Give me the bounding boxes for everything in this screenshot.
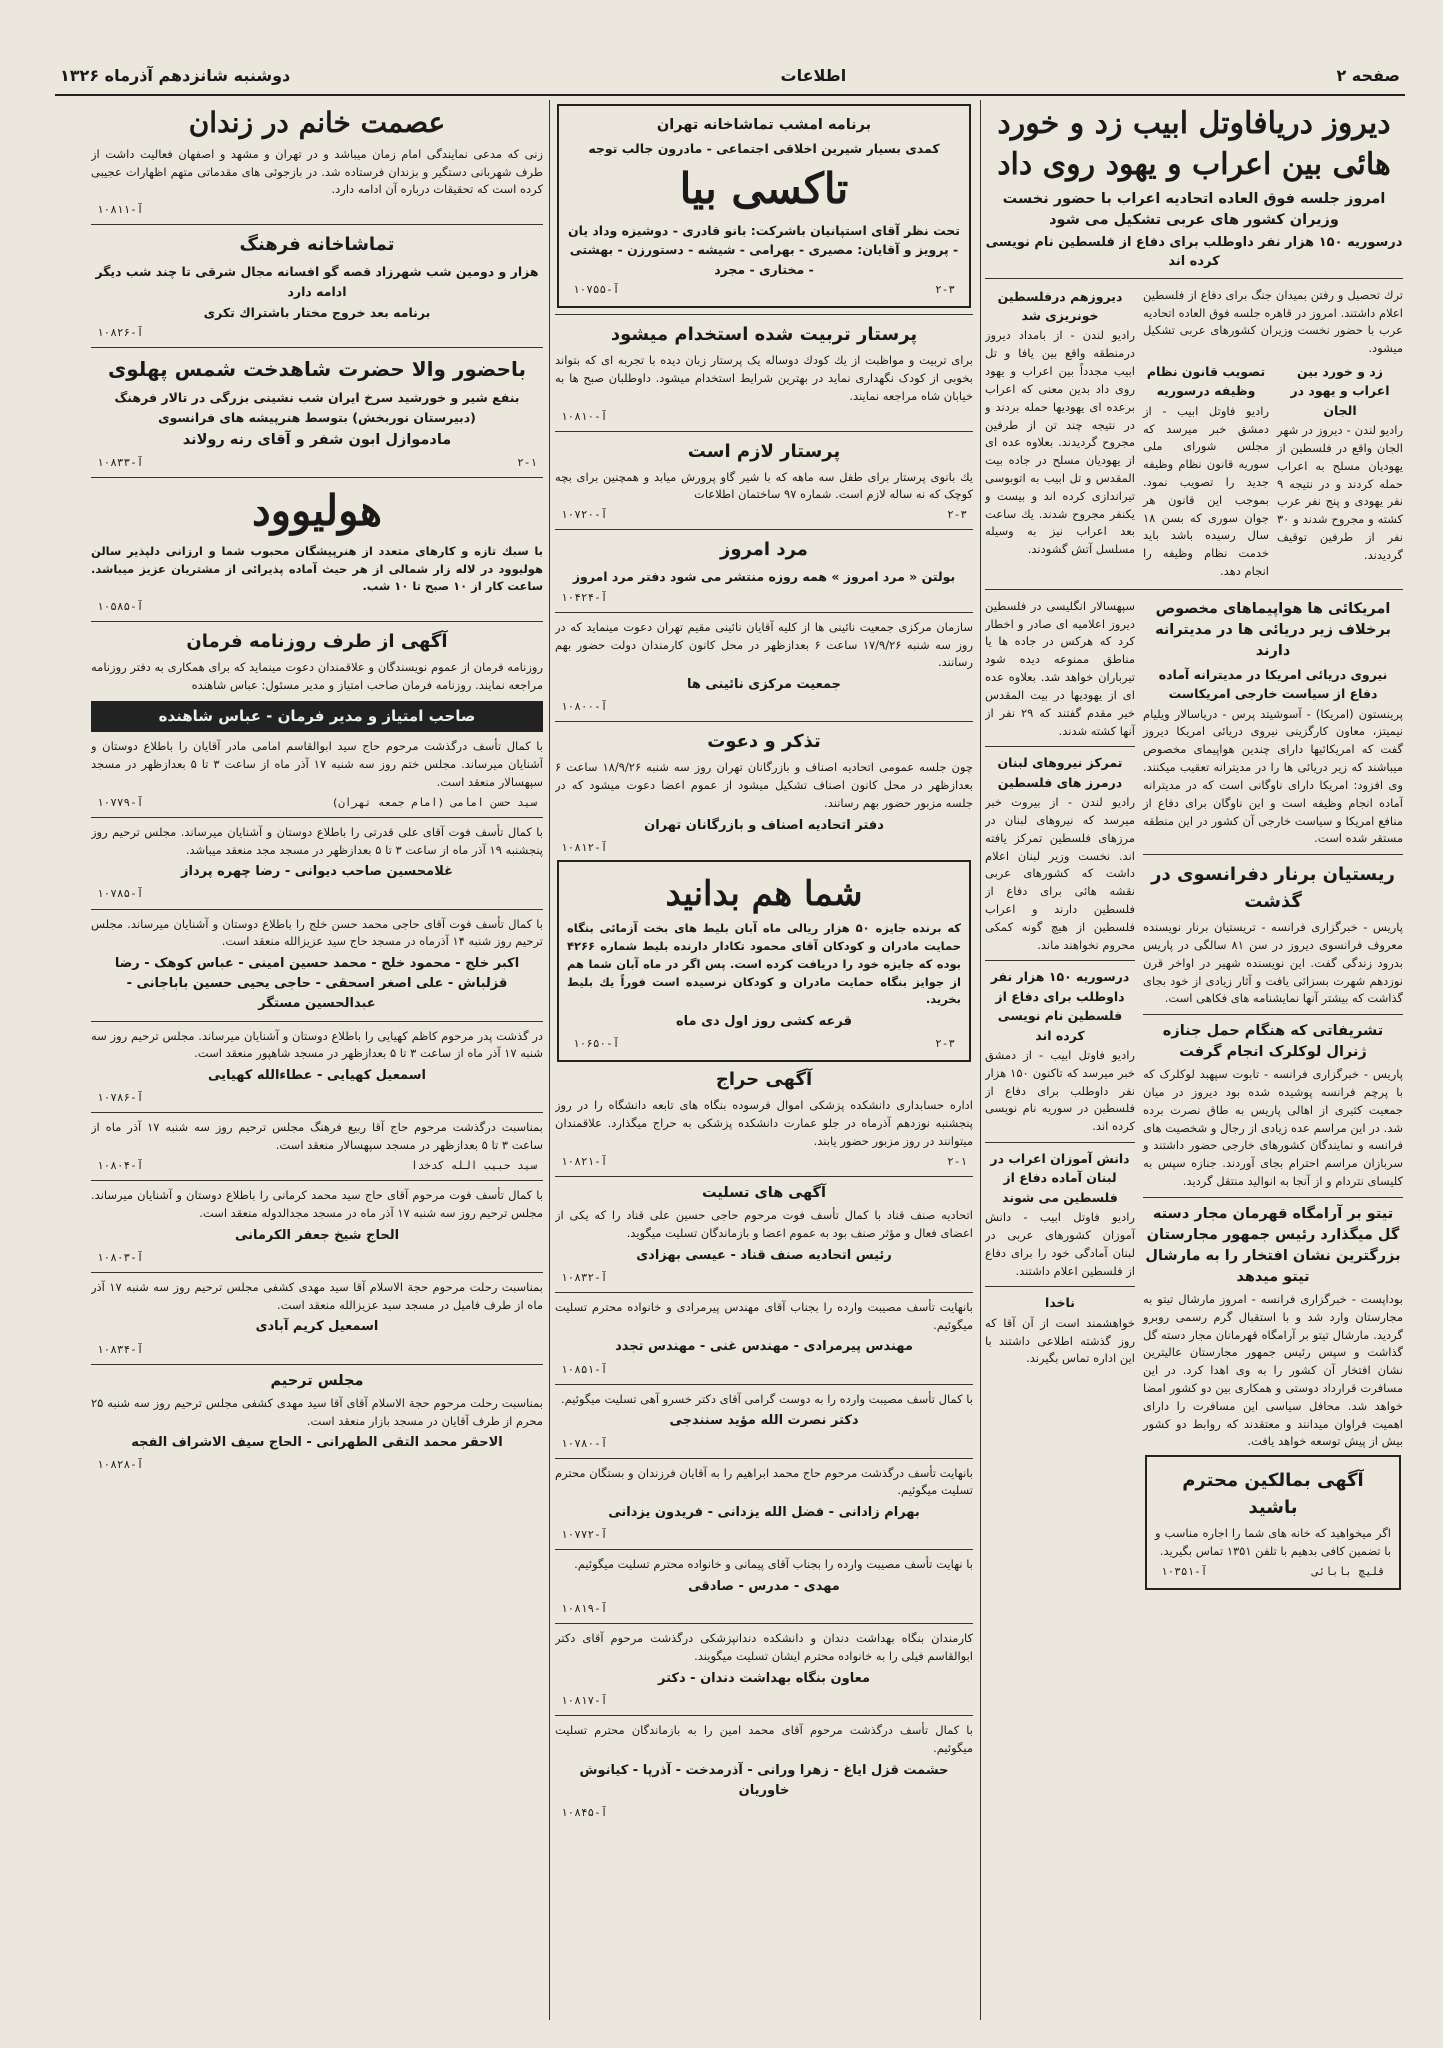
subhead-students: دانش آموزان اعراب در لبنان آماده دفاع از فلسطین می شوند [990, 1150, 1130, 1205]
headline-shams-pahlavi: باحضور والا حضرت شاهدخت شمس پهلوی [107, 357, 527, 382]
ad-code: آ-۱۰۷۷۲ [561, 1528, 608, 1542]
shams-performers: مادموازل ابون شفر و آقای رنه رولاند [182, 432, 452, 449]
divider [91, 621, 543, 622]
news-column-left [91, 100, 543, 2020]
shams-event-text: بنفع شیر و خورشید سرخ ایران شب نشینی بزرگی در تالار فرهنگ (دبیرستان نوربخش) بتوسط هنرپیشه های فرانسوی [114, 390, 520, 425]
hollywood-title: هولیوود [252, 486, 382, 536]
landlord-notice-title: آگهی بمالکین محترم باشید [1182, 1470, 1364, 1519]
condolence-signature: معاون بنگاه بهداشت دندان - دکتر [658, 1670, 870, 1686]
ad-code: آ-۱۰۷۷۹ [97, 795, 144, 809]
ad-code: آ-۱۰۸۱۹ [561, 1602, 608, 1616]
obituary-signature: اسمعیل کهیایی - عطاءالله کهیایی [207, 1068, 427, 1084]
column-divider [980, 100, 981, 2020]
divider [91, 817, 543, 818]
ad-number: ۲-۳ [947, 508, 967, 522]
text-palestine: رادیو لندن - از بامداد دیروز درمنطقه واقع بین یافا و تل ابیب مجدداً بین اعراب و یهود روی داد بدین معنی که اعراب برعده ای یهودیها حمله بردند و در نتیجه چند تن از طرفین مجروح گردیدند. بعلاوه عده ای از یهودیان مسلح در جاده بیت المقدس و تل ابیب به اتوبوسی تیراندازی کرده اند و بیست و یکنفر مجروح شدند. یك ساعت بعد اعراب نیز به وسیله مسلسل آتش گشودند. [985, 328, 1135, 557]
text-nakhda: خواهشمند است از آن آقا که روز گذشته اطلاعی داشتند با این اداره تماس بگیرند. [985, 1315, 1135, 1366]
ad-code: آ-۱۰۳۵۱ [1161, 1564, 1208, 1578]
lottery-ad [557, 860, 971, 1062]
side-subcolumn [985, 285, 1135, 583]
obituary-signature: الحاج شیخ جعفر الکرمانی [234, 1227, 400, 1243]
tazakor-title: تذکر و دعوت [707, 731, 821, 753]
divider [1143, 1197, 1403, 1198]
lottery-draw-date: قرعه کشی روز اول دی ماه [676, 1014, 852, 1030]
lead-body [985, 285, 1403, 583]
divider [91, 1112, 543, 1113]
ad-code: آ-۱۰۸۰۰ [561, 700, 608, 714]
ad-code: آ-۱۰۸۲۸ [97, 1458, 144, 1472]
condolence-text: بانهایت تأسف درگذشت مرحوم حاج محمد ابراهیم را به آقایان فرزندان و بستگان محترم تسلیت میگوئیم. [555, 1465, 973, 1498]
condolence-signature: مهندس پیرمرادی - مهندس غنی - مهندس تجدد [615, 1339, 913, 1355]
obituary-text: با کمال تأسف فوت مرحوم آقای حاج سید محمد کرمانی را باطلاع دوستان و آشنایان میرساند. مجلس ترحیم روز سه شنبه ۱۷ آذر ماه در مسجد مجدالدوله منعقد است. [91, 1188, 543, 1220]
ads-column-middle [555, 100, 973, 2020]
column-divider [549, 100, 550, 2020]
ad-code: آ-۱۰۸۰۳ [97, 1250, 144, 1264]
condolence-text: بانهایت تأسف مصیبت وارده را بجناب آقای مهندس پیرمرادی و خانواده محترم تسلیت میگوئیم. [555, 1299, 973, 1332]
ad-code: آ-۱۰۸۲۶ [97, 326, 144, 340]
lead-subheadline: امروز جلسه فوق العاده اتحادیه اعراب با حضور نخست وزیران کشور های عربی تشکیل می شود [1002, 191, 1386, 229]
divider [555, 1292, 973, 1293]
divider [1143, 1014, 1403, 1015]
obituary-text: با کمال تأسف درگذشت مرحوم حاج سید ابوالقاسم امامی مادر آقایان را باطلاع دوستان و آشنایان میرساند. مجلس ختم روز سه شنبه ۱۷ آذر ماه از ساعت ۳ تا ۵ بعدازظهر در مسجد سپهسالار منعقد است. [91, 739, 543, 789]
condolence-title: آگهی های تسلیت [702, 1184, 826, 1201]
subhead-palestine: دیروزهم درفلسطین خونریزی شد [997, 288, 1123, 324]
divider [91, 1272, 543, 1273]
obituary-signature: غلامحسین صاحب دیوانی - رضا چهره پرداز [181, 864, 453, 880]
ad-code: آ-۱۰۴۲۴ [561, 590, 608, 604]
obituary-signature: سید حبیب الله کدخدا [411, 1159, 537, 1172]
header-rule [55, 94, 1405, 96]
ad-code: آ-۱۰۸۴۵ [561, 1806, 608, 1820]
mard-emrooz-title: مرد امروز [720, 539, 808, 561]
theatre-cast: تحت نظر آقای استپانیان باشرکت: بانو قادری - دوشیزه وداد یان - پرویز و آقایان: مصیری - بهرامی - شیشه - دستورزن - بهشتی - مختاری - مجرد [567, 222, 961, 277]
text-lebanon: رادیو لندن - از بیروت خبر میرسد که نیروهای لبنان در مرزهای فلسطین تمرکز یافته اند. نخست وزیر لبنان اعلام داشت که کشورهای عربی نقشه هائی برای دفاع از فلسطین دارند و اعراب فلسطین از هیچ گونه کمکی محروم نخواهند ماند. [985, 795, 1135, 952]
divider [985, 1142, 1135, 1143]
divider [555, 314, 973, 315]
tazakor-text: چون جلسه عمومی اتحادیه اصناف و بازرگانان تهران روز سه شنبه ۱۸/۹/۲۶ ساعت ۶ بعدازظهر در محل کانون اصناف تشکیل میشود از عموم اعضا دعوت میشود که در جلسه مزبور حضور بهم رسانند. [555, 760, 973, 810]
tazakor-signature: دفتر اتحادیه اصناف و بازرگانان تهران [644, 817, 884, 833]
ad-code: آ-۱۰۸۳۲ [561, 1270, 608, 1284]
obituary-signature: اکبر خلج - محمود خلج - محمد حسین امینی - عباس کوهک - رضا قزلباش - علی اصغر اسحقی - حاجی یحیی حسین باباجانی - عبدالحسین مستگر [114, 956, 520, 1012]
news-column-right [985, 100, 1403, 2020]
headline-us-navy: امریکائی ها هواپیماهای مخصوص برخلاف زیر دریائی ها در مدیترانه دارند [1155, 600, 1391, 659]
ad-code: آ-۱۰۷۵۵ [573, 283, 620, 297]
ad-code: آ-۱۰۸۲۱ [561, 1154, 608, 1168]
divider [91, 1180, 543, 1181]
condolence-signature: بهرام زادانی - فضل الله یزدانی - فریدون یزدانی [608, 1505, 920, 1521]
headline-esmat: عصمت خانم در زندان [188, 106, 446, 139]
ad-number: ۲-۳ [935, 1037, 955, 1051]
lottery-text: که برنده جایزه ۵۰ هزار ریالی ماه آبان بلیط های بخت آزمائی بنگاه حمایت مادران و کودکان آقای محمود تکادار دارنده بلیط شماره ۴۲۶۶ بوده که جایزه خود را دریافت کرده است. پس اگر در ماه آبان شما هم از جوایز بنگاه حمایت مادران و کودکان نرسیده است فوراً یك بلیط بخرید. [567, 921, 961, 1007]
divider [555, 1458, 973, 1459]
text-syria-law: رادیو فاوتل ابیب - از دمشق خبر میرسد که مجلس شورای ملی سوریه قانون نظام وظیفه جدید را تصویب نمود. بموجب این قانون هر جوان سوری که بسن ۱۸ سال رسیده باشد باید خدمت نظام وظیفه را انجام دهد. [1143, 403, 1269, 579]
ad-code: آ-۱۰۵۸۵ [97, 600, 144, 614]
condolence-signature: دکتر نصرت الله مؤید سنندجی [669, 1413, 859, 1429]
text-students: رادیو فاوتل ابیب - دانش آموزان کشورهای عربی در لبنان آمادگی خود را برای دفاع از فلسطین اعلام داشتند. [985, 1210, 1135, 1278]
divider [1143, 854, 1403, 855]
ad-code: آ-۱۰۸۳۳ [97, 456, 144, 470]
condolence-text: با کمال تأسف درگذشت مرحوم آقای محمد امین را به بازماندگان محترم تسلیت میگوئیم. [555, 1723, 973, 1755]
landlord-notice-text: اگر میخواهید که خانه های شما را اجاره مناسب و با تضمین کافی بدهیم با تلفن ۱۳۵۱ تماس بگیرید. [1155, 1526, 1391, 1559]
newspaper-name: اطلاعات [780, 65, 847, 85]
condolence-signature: حشمت قزل ایاغ - زهرا ورانی - آذرمدخت - آذرپا - کیانوش خاوریان [579, 1762, 949, 1798]
ad-code: آ-۱۰۷۸۰ [561, 1436, 608, 1450]
headline-tito: تیتو بر آرامگاه قهرمان مجار دسته گل میگذارد رئیس جمهور مجارستان بزرگترین نشان افتخار را به مارشال تیتو میدهد [1145, 1205, 1401, 1285]
obituary-text: بمناسبت رحلت مرحوم حجة الاسلام آقا سید مهدی کشفی مجلس ترحیم روز سه شنبه ۱۷ آذر ماه از طرف فامیل در مسجد سید عزیزالله منعقد است. [91, 1279, 543, 1312]
ad-code: آ-۱۰۸۵۱ [561, 1362, 608, 1376]
landlord-notice [1145, 1455, 1401, 1590]
farman-title: آگهی از طرف روزنامه فرمان [186, 631, 448, 653]
text-leclerc: پاریس - خبرگزاری فرانسه - تابوت سپهبد لوکلرک که با پرچم فرانسه پوشیده شده بود دیروز در میان جمعیت کثیری از اهالی پاریس به طاق نصرت برده شد. در این مراسم عده زیادی از رجال و شخصیت های فرانسه و نمایندگان کشورهای خارجی حضور داشتند و سربازان مراسم احترام بجای آوردند. جنازه سپس به کلیسای نتردام و از آنجا به انوالید منتقل گردید. [1143, 1067, 1403, 1189]
lead-headline: دیروز دریافاوتل ابیب زد و خورد هائی بین اعراب و یهود روی داد [997, 106, 1391, 182]
divider [985, 746, 1135, 747]
ad-code: آ-۱۰۸۱۲ [561, 840, 608, 854]
naeen-text: سازمان مرکزی جمعیت نائینی ها از کلیه آقایان نائینی مقیم تهران دعوت مینماید که در روز سه شنبه ۱۷/۹/۲۶ ساعت ۶ بعدازظهر در محل کانون کارمندان دولت حضور بهم رسانند. [555, 619, 973, 670]
divider [555, 431, 973, 432]
subhead-syria-law: تصویب قانون نظام وظیفه درسوریه [1146, 363, 1266, 399]
divider [985, 278, 1403, 279]
farhang-next: برنامه بعد خروج مختار باشتراك تکری [203, 305, 431, 321]
auction-text: اداره حسابداری دانشکده پزشکی اموال فرسوده بنگاه های تابعه دانشگاه را در روز پنجشنبه نوزدهم آذرماه در جلو عمارت دانشکده پزشکی به حراج میگذارد. علاقمندان میتوانند در روز مزبور حضور یابند. [555, 1098, 973, 1149]
ad-signature: قلیچ بابائی [1312, 1564, 1385, 1578]
obituary-text: در گذشت پدر مرحوم کاظم کهیایی را باطلاع دوستان و آشنایان میرساند. مجلس ترحیم روز سه شنبه ۱۷ آذر ماه از ساعت ۳ تا ۵ بعدازظهر در مسجد شاهپور منعقد است. [91, 1028, 543, 1061]
ad-number: ۲-۳ [935, 283, 955, 297]
lottery-title: شما هم بدانید [665, 873, 863, 914]
obituary-text: بمناسبت درگذشت مرحوم حاج آقا ربیع فرهنگ مجلس ترحیم روز سه شنبه ۱۷ آذر ماه از ساعت ۳ تا ۵ بعدازظهر در مسجد سپهسالار منعقد است. [91, 1120, 543, 1153]
ad-code: آ-۱۰۸۱۷ [561, 1694, 608, 1708]
ad-code: آ-۱۰۸۳۴ [97, 1342, 144, 1356]
divider [985, 960, 1135, 961]
subhead-nakhda: ناخدا [1045, 1295, 1075, 1311]
divider [91, 909, 543, 910]
auction-title: آگهی حراج [715, 1069, 813, 1091]
divider [555, 612, 973, 613]
subheadline-us-navy: نیروی دریائی امریکا در مدیترانه آماده دفاع از سیاست خارجی امریکاست [1158, 666, 1388, 702]
divider [555, 1176, 973, 1177]
page-number: صفحه ۲ [1336, 65, 1400, 85]
headline-bernard: ریستیان برنار دفرانسوی در گذشت [1151, 864, 1395, 913]
condolence-text: اتحادیه صنف قناد با کمال تأسف فوت مرحوم حاجی حسین علی قناد را که یکی از اعضای فعال و مؤثر صنف بود به عموم اعضا و بازماندگان تسلیت میگوید. [555, 1207, 973, 1240]
ad-code: آ-۱۰۸۰۴ [97, 1159, 144, 1172]
main-news-subcolumn [1143, 596, 1403, 1594]
ad-code: آ-۱۰۶۵۰ [573, 1037, 620, 1051]
divider [555, 1549, 973, 1550]
headline-leclerc: تشریفاتی که هنگام حمل جنازه ژنرال لوکلرک انجام گرفت [1162, 1023, 1384, 1061]
arab-league-text: ترك تحصیل و رفتن بمیدان جنگ برای دفاع از فلسطین اعلام داشتند. امروز در قاهره جلسه فوق العاده اتحادیه عرب با حضور نخست وزیران کشورهای عربی تشکیل میشود. [1143, 287, 1403, 356]
text-tito: بوداپست - خبرگزاری فرانسه - امروز مارشال تیتو به مجارستان وارد شد و با استقبال گرم رسمی روبرو گردید. مارشال تیتو بر آرامگاه قهرمانان مجار دسته گل گذاشت و سپس رئیس جمهور مجارستان عالیترین نشان افتخار آن کشور را به وی اهدا کرد. در این مسافرت قرارداد دوستی و همکاری بین دو کشور امضا خواهد شد. محافل سیاسی این مسافرت را دارای اهمیت فراوان میدانند و معتقدند که روابط دو کشور بیش از پیش توسعه خواهد یافت. [1143, 1291, 1403, 1449]
divider [555, 1623, 973, 1624]
ad-code: آ-۱۰۷۲۰ [561, 508, 608, 522]
obituary-text: با کمال تأسف فوت آقای حاجی محمد حسن خلج را باطلاع دوستان و آشنایان میرساند. مجلس ترحیم روز شنبه ۱۴ آذرماه در مسجد حاج سید عزیزالله منعقد است. [91, 916, 543, 949]
obituary-signature: اسمعیل کریم آبادی [255, 1319, 379, 1335]
lower-news-block [985, 596, 1403, 1594]
divider [91, 224, 543, 225]
ad-code: آ-۱۰۸۱۰ [561, 409, 608, 423]
naeen-signature: جمعیت مرکزی نائینی ها [686, 677, 842, 693]
divider [91, 1021, 543, 1022]
theatre-play-name: تاکسی بیا [679, 164, 849, 214]
ad-code: آ-۱۰۷۸۵ [97, 887, 144, 901]
divider [985, 1286, 1135, 1287]
divider [555, 1384, 973, 1385]
mard-emrooz-text: بولتن « مرد امروز » همه روزه منتشر می شود دفتر مرد امروز [572, 569, 956, 585]
text-syria-volunteers: رادیو فاوتل ابیب - از دمشق خبر میرسد که تاکنون ۱۵۰ هزار نفر داوطلب برای دفاع از فلسطین در سوریه نام نویسی کرده اند. [985, 1047, 1135, 1134]
nurse-ad-title: پرستار تربیت شده استخدام میشود [610, 324, 918, 346]
divider [91, 1364, 543, 1365]
obituary-text: بمناسبت رحلت مرحوم حجة الاسلام آقای آقا سید مهدی کشفی مجلس ترحیم روز سه شنبه ۲۵ محرم از طرف آقایان در مسجد بازار منعقد است. [91, 1395, 543, 1428]
condolence-text: با نهایت تأسف مصیبت وارده را بجناب آقای پیمانی و خانواده محترم تسلیت میگوئیم. [574, 1557, 973, 1572]
subhead-lebanon: تمرکز نیروهای لبنان درمرز های فلسطین [997, 755, 1123, 790]
divider [91, 347, 543, 348]
condolence-text: کارمندان بنگاه بهداشت دندان و دانشکده دندانپزشکی درگذشت مرحوم آقای دکتر ابوالقاسم فیلی را به خانواده محترم ایشان تسلیت میگویند. [555, 1631, 973, 1664]
subhead-syria-volunteers: درسوریه ۱۵۰ هزار نفر داوطلب برای دفاع از فلسطین نام نویسی کرده اند [990, 969, 1130, 1043]
nurse-needed-text: یك بانوی پرستار برای طفل سه ماهه که با شیر گاو پرورش میابد و همچنین برای بچه کوچک که نه ساله لازم است. شماره ۹۷ ساختمان اطلاعات [555, 469, 973, 502]
headline-farhang-theatre: تماشاخانه فرهنگ [239, 234, 395, 256]
nurse-ad-text: برای تربیت و مواظبت از یك کودك دوساله یک پرستار زبان دیده با تجربه ای که بتواند بخوبی از کودک نگهداری نماید در بهترین شرایط استخدام میشود. داوطلبان صبح ها به خیابان شاه مراجعه نمایند. [555, 353, 973, 403]
divider [91, 477, 543, 478]
subcolumn-pair [1143, 360, 1403, 583]
condolence-signature: رئیس اتحادیه صنف قناد - عیسی بهزادی [636, 1247, 892, 1263]
hollywood-text: با سبك تازه و کارهای متعدد از هنرپیشگان محبوب شما و ارزانی دلپذیر سالن هولیوود در لاله زار شمالی از هر حیث آماده پذیرائی از مشتریان عزیز میباشد. ساعت کار از ۱۰ صبح تا ۱۰ شب. [91, 543, 543, 594]
theatre-subtitle: کمدی بسیار شیرین اخلاقی اجتماعی - مادرون جالب توجه [588, 141, 940, 157]
divider [555, 529, 973, 530]
farman-text: روزنامه فرمان از عموم نویسندگان و علاقمندان دعوت مینماید که برای همکاری به دفتر روزنامه مراجعه نمایند. روزنامه فرمان صاحب امتیاز و مدیر مسئول: عباس شاهنده [91, 660, 543, 693]
obituary-signature: الاحقر محمد التقی الطهرانی - الحاج سیف الاشراف الفجه [131, 1435, 503, 1451]
obituary-text: با کمال تأسف فوت آقای علی قدرتی را باطلاع دوستان و آشنایان میرساند. مجلس ترحیم روز پنجشنبه ۱۹ آذر ماه از ساعت ۳ تا ۵ بعدازظهر در مسجد مجد منعقد میباشد. [91, 824, 543, 857]
condolence-signature: مهدی - مدرس - صادقی [688, 1579, 840, 1595]
farman-banner: صاحب امتیاز و مدیر فرمان - عباس شاهنده [91, 701, 543, 732]
subhead-eljan: زد و خورد بین اعراب و یهود در الجان [1290, 363, 1390, 418]
ad-code: آ-۱۰۸۱۱ [97, 203, 144, 217]
condolence-text: با کمال تأسف مصیبت وارده را به دوست گرامی آقای دکتر خسرو آهی تسلیت میگوئیم. [560, 1391, 973, 1406]
middle-subcolumn [1143, 285, 1403, 583]
ad-number: ۲-۱ [947, 1154, 967, 1168]
issue-date: دوشنبه شانزدهم آذرماه ۱۳۲۶ [60, 65, 291, 85]
side-news-subcolumn [985, 596, 1135, 1594]
ad-number: ۲-۱ [517, 456, 537, 470]
divider [555, 1715, 973, 1716]
lead-subheadline-2: درسوریه ۱۵۰ هزار نفر داوطلب برای دفاع از فلسطین نام نویسی کرده اند [985, 235, 1403, 269]
memorial-title: مجلس ترحیم [270, 1372, 364, 1389]
ad-code: آ-۱۰۷۸۶ [97, 1091, 144, 1105]
obituary-signature: سید حسن امامی (امام جمعه تهران) [331, 795, 537, 809]
text-us-navy: پرینستون (امریکا) - آسوشیتد پرس - دریاسالار ویلیام نیمیتز، معاون کارگزینی نیروی دریائی امریکا دیروز گفت که امریکائیها دارای چندین هواپیمای مخصوص میباشند که زیر دریائی ها را در مدیترانه تعقیب میکنند. وی افزود: امریکا دارای ناوگانی است که در مدیترانه آماده انجام وظیفه است و این ناوگان برای دفاع از منافع امریکا و سیاست خارجی آن کشور در این منطقه مستقر شده است. [1143, 706, 1403, 846]
theatre-title: برنامه امشب تماشاخانه تهران [656, 117, 872, 133]
nurse-needed-title: پرستار لازم است [687, 440, 841, 462]
text-esmat: زنی که مدعی نمایندگی امام زمان میباشد و در تهران و مشهد و اصفهان فعالیت داشت از طرف شهربانی دستگیر و بزندان فرستاده شد. در بازجوئی های مقدماتی متهم اظهارات عجیبی کرده است که تحقیقات درباره آن ادامه دارد. [91, 146, 543, 197]
page-header [60, 62, 1400, 88]
divider [555, 721, 973, 722]
divider [985, 589, 1403, 590]
theatre-ad [557, 104, 971, 308]
farhang-program: هزار و دومین شب شهرزاد قصه گو افسانه مجال شرقی تا چند شب دیگر ادامه دارد [95, 264, 539, 299]
text-palestine-2: سپهسالار انگلیسی در فلسطین دیروز اعلامیه ای صادر و اخطار کرد که هرکس در جاده ها یا مناطق ممنوعه دیده شود تیرباران خواهد شد. بعلاوه عده ای از یهودیها در بیت المقدس خیر مقدم گفتند که ۲۹ نفر از آنها کشته شدند. [985, 598, 1135, 738]
text-eljan: رادیو لندن - دیروز در شهر الجان واقع در فلسطین از یهودیان مسلح به اعراب حمله کردند و در نتیجه ۹ نفر یهودی و پنج نفر عرب کشته و مجروح شدند و ۳۰ نفر از طرفین توقیف گردیدند. [1277, 423, 1403, 562]
text-bernard: پاریس - خبرگزاری فرانسه - تریستیان برنار نویسنده معروف فرانسوی دیروز در سن ۸۱ سالگی در پاریس بدرود زندگی گفت. این نویسنده شهیر در اواخر قرن نوزدهم شهرت بسزائی یافت و آثار زیادی از خود بجای گذاشت که بیشتر آنها نمایشنامه های فکاهی است. [1143, 920, 1403, 1006]
